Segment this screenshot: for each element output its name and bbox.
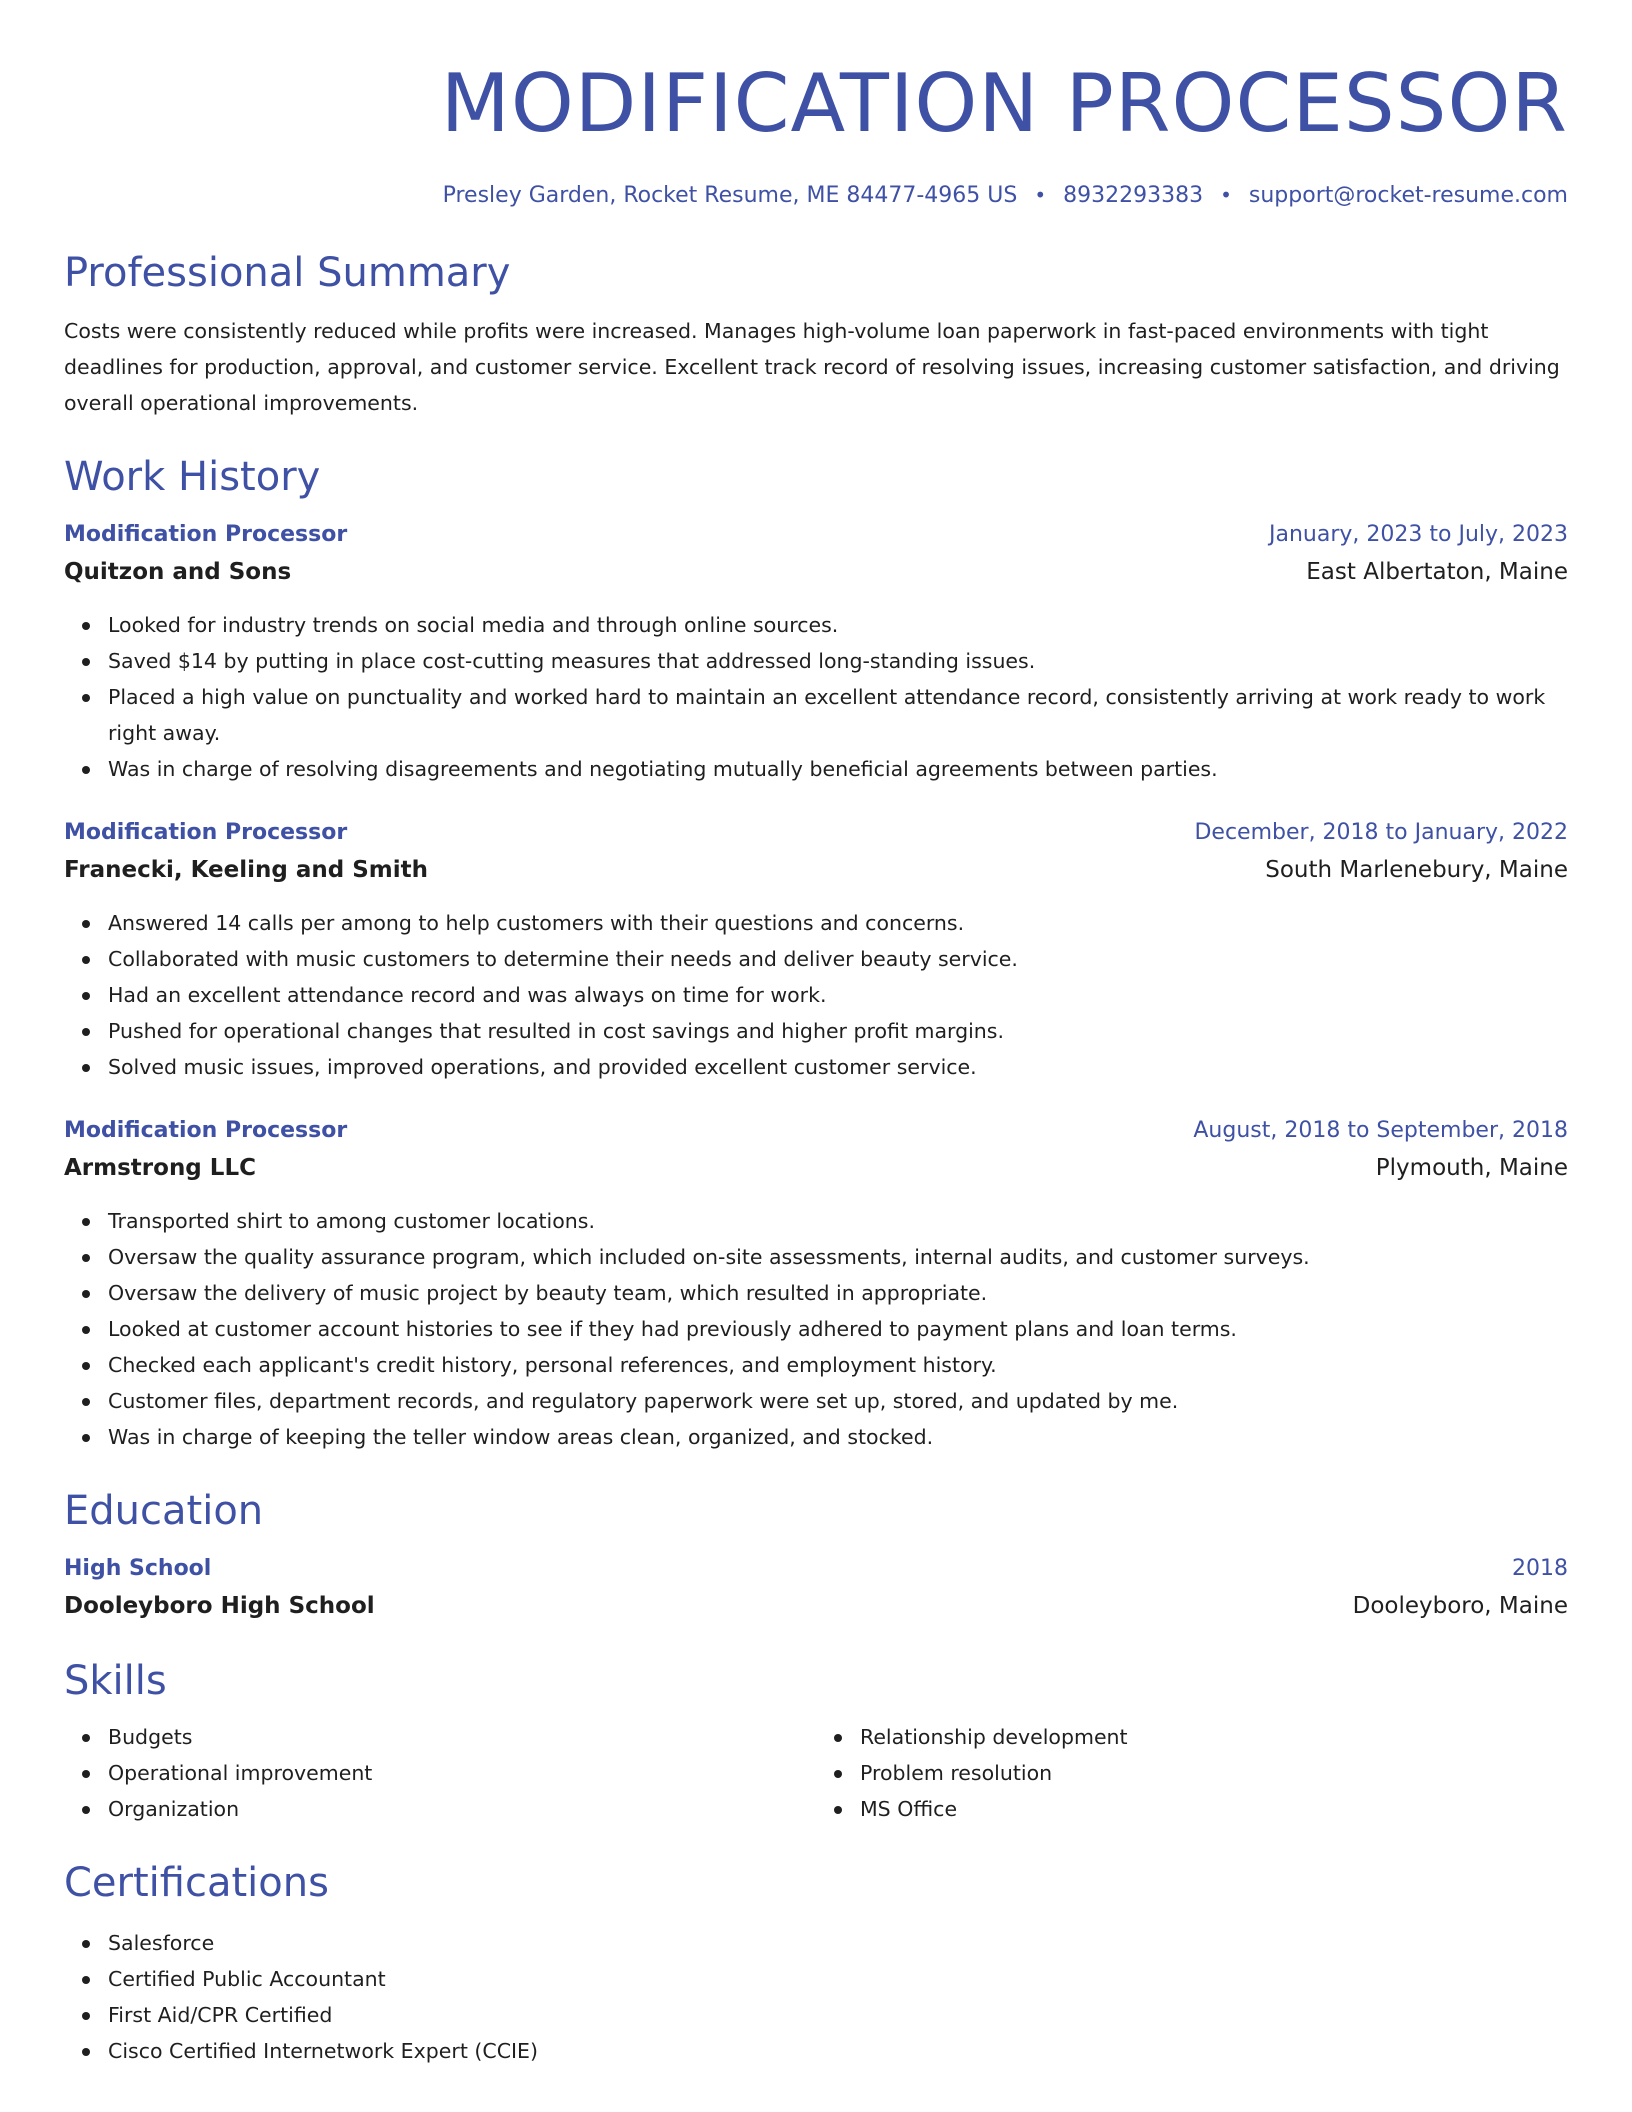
list-item: Looked at customer account histories to see if they had previously adhered to payment plans and loan terms. — [108, 1311, 1568, 1347]
list-item: Salesforce — [108, 1925, 1568, 1961]
job-company: Armstrong LLC — [64, 1155, 256, 1181]
job-company: Franecki, Keeling and Smith — [64, 857, 429, 883]
job-bullets — [64, 607, 1568, 787]
summary-text: Costs were consistently reduced while profits were increased. Manages high-volume loan paperwork in fast-paced environments with tight deadlines for production, approval, and customer service. Excellent track record of resolving issues, increasing customer satisfaction, and driving overall operational improvements. — [64, 319, 1560, 415]
list-item: Collaborated with music customers to determine their needs and deliver beauty service. — [108, 941, 1568, 977]
list-item: Organization — [108, 1791, 816, 1827]
separator-dot: • — [1034, 183, 1047, 207]
list-item: Budgets — [108, 1719, 816, 1755]
section-title-summary: Professional Summary — [64, 250, 511, 296]
section-title-skills: Skills — [64, 1658, 167, 1704]
list-item: Problem resolution — [860, 1755, 1568, 1791]
skills-grid — [64, 1719, 1568, 1827]
job-company: Quitzon and Sons — [64, 559, 292, 585]
contact-phone: 8932293383 — [1063, 183, 1204, 208]
job-entry — [64, 517, 1568, 787]
job-location: South Marlenebury, Maine — [1265, 857, 1568, 883]
list-item: Had an excellent attendance record and was always on time for work. — [108, 977, 1568, 1013]
list-item: Solved music issues, improved operations, and provided excellent customer service. — [108, 1049, 1568, 1085]
list-item: Was in charge of keeping the teller window areas clean, organized, and stocked. — [108, 1419, 1568, 1455]
section-title-work-history: Work History — [64, 454, 321, 500]
section-title-education: Education — [64, 1488, 264, 1534]
resume-page — [64, 0, 1568, 2069]
list-item: Operational improvement — [108, 1755, 816, 1791]
list-item: Oversaw the delivery of music project by beauty team, which resulted in appropriate. — [108, 1275, 1568, 1311]
job-title: Modification Processor — [64, 820, 348, 845]
list-item: Looked for industry trends on social media and through online sources. — [108, 607, 1568, 643]
job-title: Modification Processor — [64, 1118, 348, 1143]
contact-address: Presley Garden, Rocket Resume, ME 84477-4965 US — [442, 183, 1018, 208]
contact-line — [64, 180, 1568, 211]
job-location: Plymouth, Maine — [1375, 1155, 1568, 1181]
job-company-row — [64, 553, 1568, 591]
education-header-row — [64, 1551, 1568, 1587]
resume-name: MODIFICATION PROCESSOR — [440, 57, 1568, 150]
education-location: Dooleyboro, Maine — [1352, 1593, 1568, 1619]
list-item: Answered 14 calls per among to help customers with their questions and concerns. — [108, 905, 1568, 941]
education-entry — [64, 1551, 1568, 1625]
job-entry — [64, 815, 1568, 1085]
education-school-row — [64, 1587, 1568, 1625]
list-item: Was in charge of resolving disagreements and negotiating mutually beneficial agreements between parties. — [108, 751, 1568, 787]
list-item: Placed a high value on punctuality and worked hard to maintain an excellent attendance record, consistently arriving at work ready to work right away. — [108, 679, 1568, 751]
list-item: Transported shirt to among customer locations. — [108, 1203, 1568, 1239]
education-school: Dooleyboro High School — [64, 1593, 375, 1619]
job-bullets — [64, 905, 1568, 1085]
skills-column-left — [64, 1719, 816, 1827]
list-item: Certified Public Accountant — [108, 1961, 1568, 1997]
list-item: MS Office — [860, 1791, 1568, 1827]
education-degree: High School — [64, 1556, 212, 1581]
job-dates: December, 2018 to January, 2022 — [1194, 820, 1568, 845]
job-dates: August, 2018 to September, 2018 — [1193, 1118, 1568, 1143]
separator-dot: • — [1220, 183, 1232, 207]
list-item: Pushed for operational changes that resulted in cost savings and higher profit margins. — [108, 1013, 1568, 1049]
job-header-row — [64, 517, 1568, 553]
list-item: Oversaw the quality assurance program, which included on-site assessments, internal audits, and customer surveys. — [108, 1239, 1568, 1275]
certifications-list — [64, 1925, 1568, 2069]
section-title-certifications: Certifications — [64, 1860, 329, 1906]
job-header-row — [64, 815, 1568, 851]
skills-column-right — [816, 1719, 1568, 1827]
job-title: Modification Processor — [64, 522, 348, 547]
list-item: First Aid/CPR Certified — [108, 1997, 1568, 2033]
job-company-row — [64, 851, 1568, 889]
job-header-row — [64, 1113, 1568, 1149]
job-location: East Albertaton, Maine — [1306, 559, 1568, 585]
list-item: Relationship development — [860, 1719, 1568, 1755]
list-item: Saved $14 by putting in place cost-cutting measures that addressed long-standing issues. — [108, 643, 1568, 679]
list-item: Cisco Certified Internetwork Expert (CCIE) — [108, 2033, 1568, 2069]
job-bullets — [64, 1203, 1568, 1455]
list-item: Checked each applicant's credit history, personal references, and employment history. — [108, 1347, 1568, 1383]
job-company-row — [64, 1149, 1568, 1187]
list-item: Customer files, department records, and regulatory paperwork were set up, stored, and updated by me. — [108, 1383, 1568, 1419]
contact-email[interactable]: support@rocket-resume.com — [1248, 183, 1568, 208]
job-dates: January, 2023 to July, 2023 — [1269, 522, 1568, 547]
job-entry — [64, 1113, 1568, 1455]
education-year: 2018 — [1512, 1556, 1568, 1581]
